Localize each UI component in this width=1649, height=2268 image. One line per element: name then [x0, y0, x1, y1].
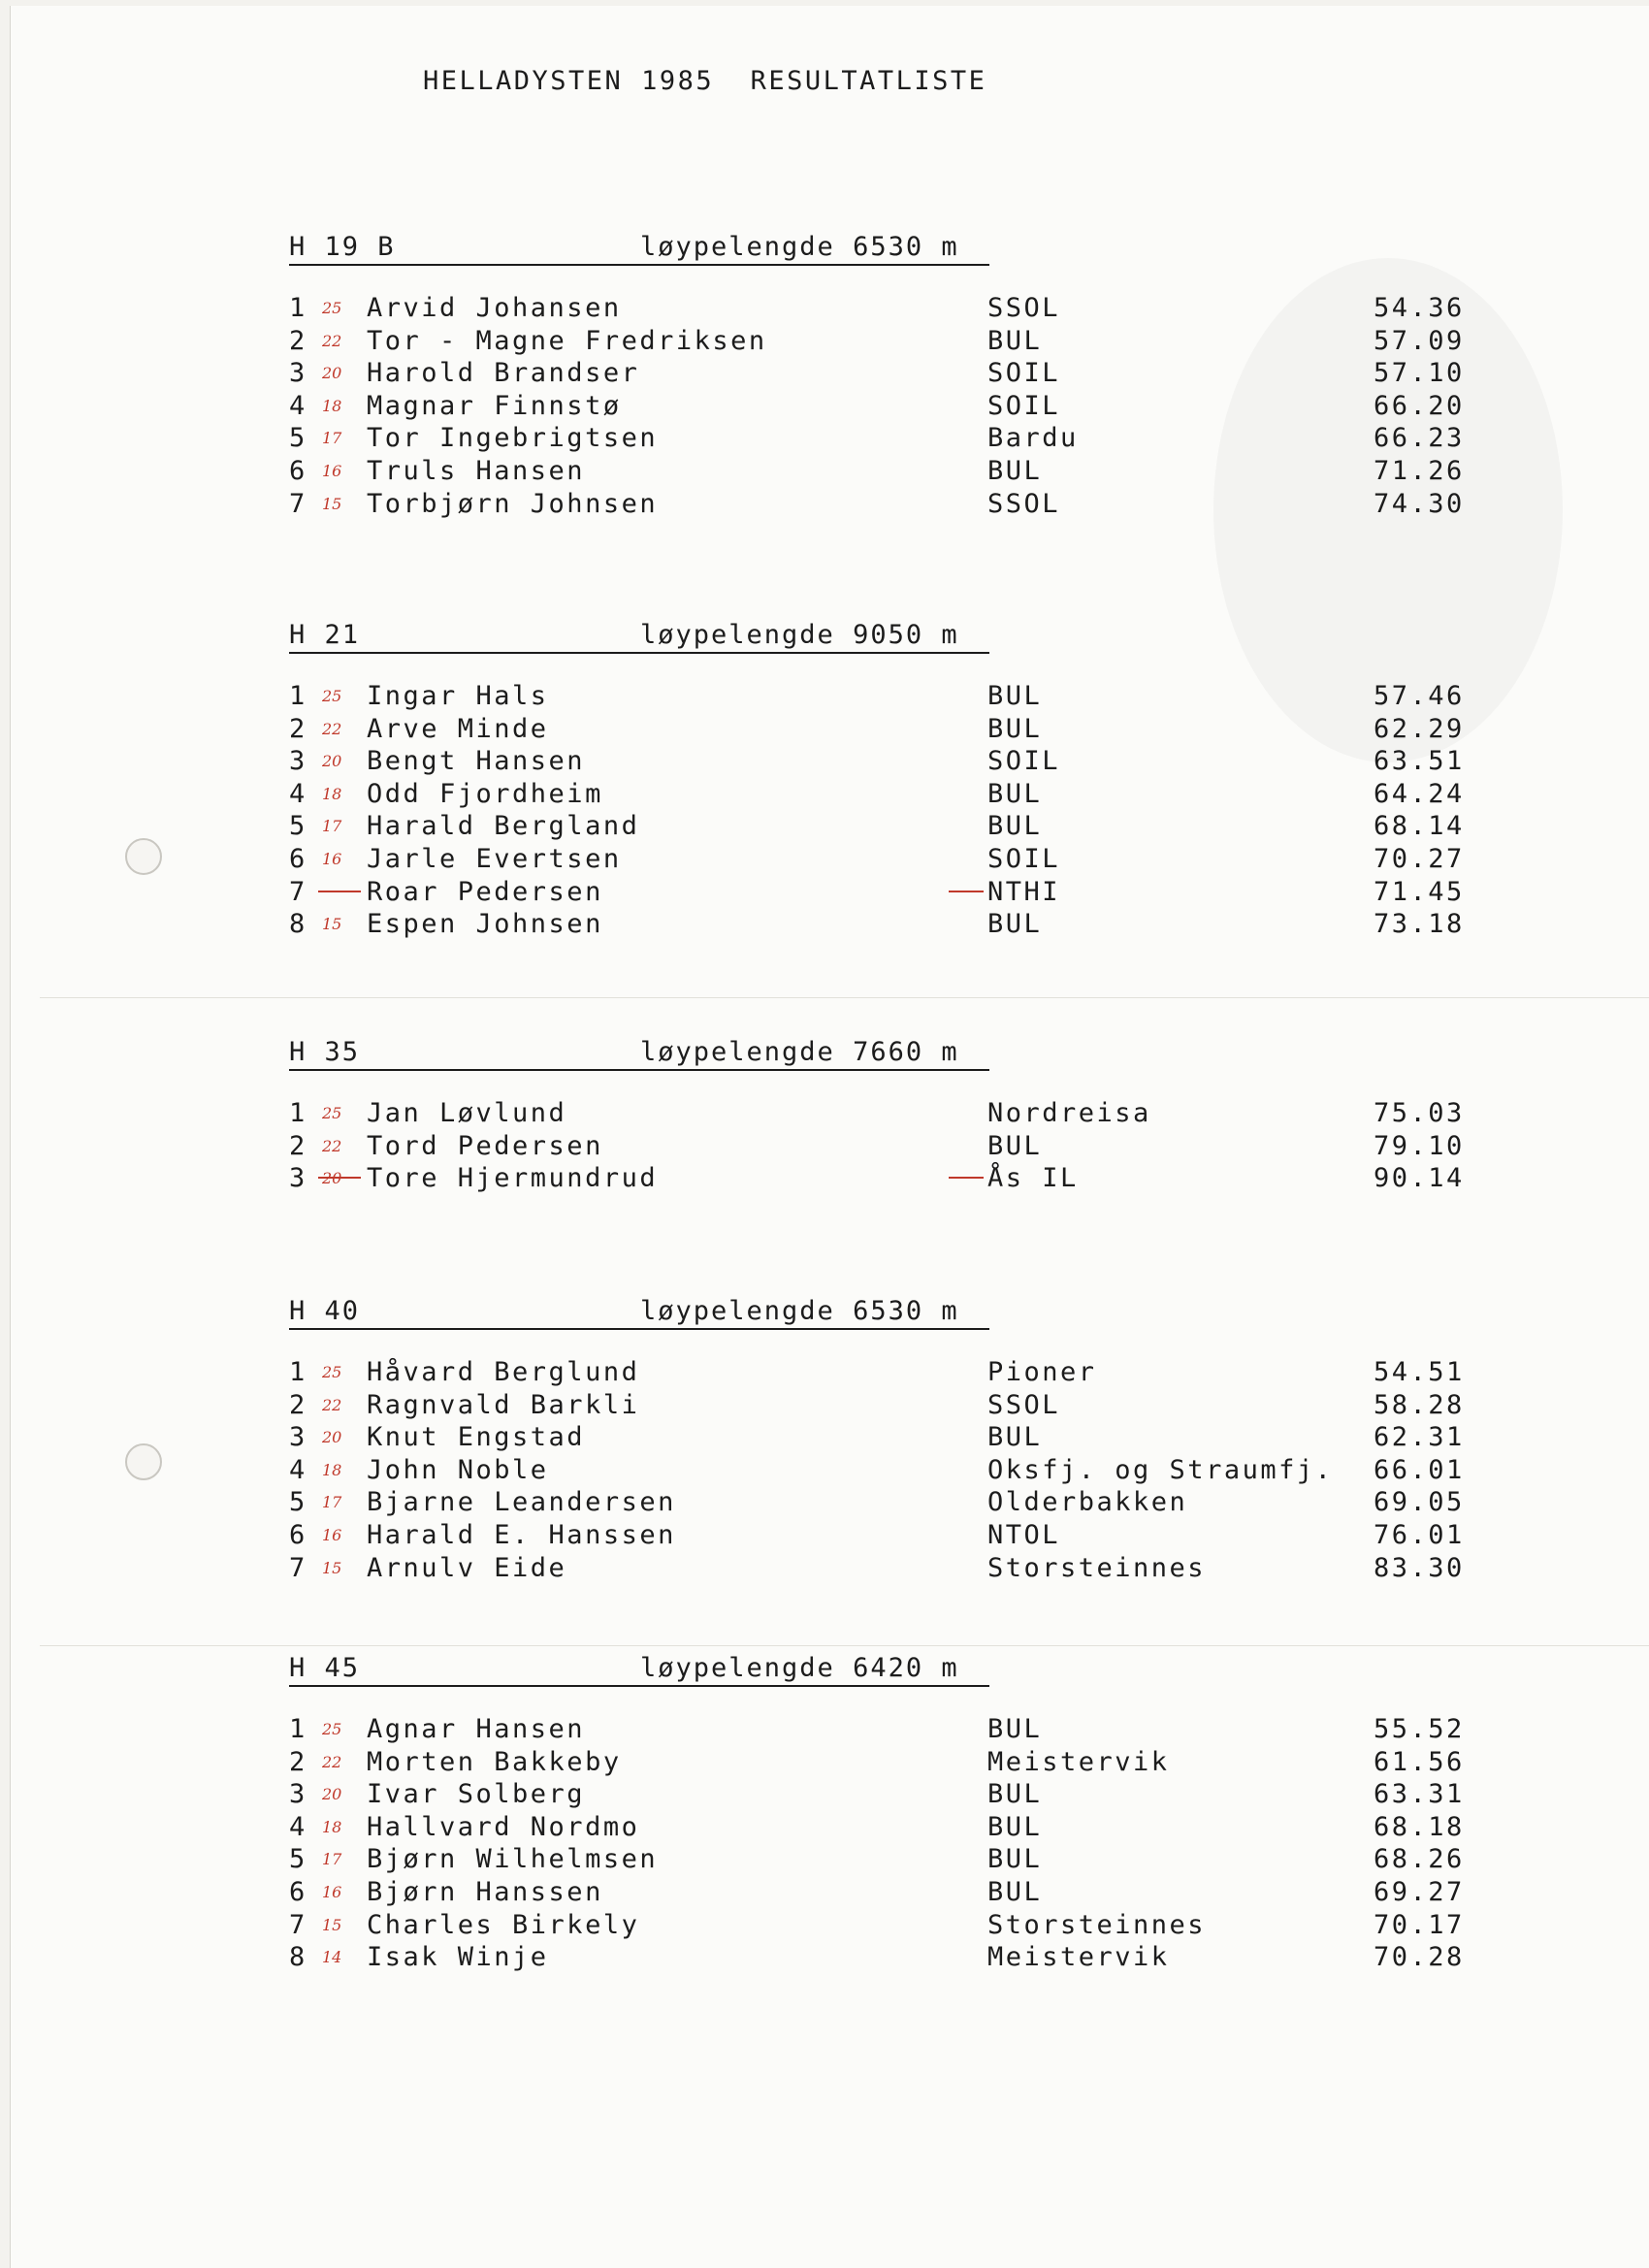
result-row: [289, 1163, 1492, 1196]
athlete-name: Ingar Hals: [367, 681, 549, 711]
handwritten-points: 25: [322, 1363, 342, 1381]
athlete-name: Bengt Hansen: [367, 746, 586, 777]
result-row: [289, 746, 1492, 779]
finish-time: 66.01: [1374, 1454, 1465, 1485]
result-row: [289, 1910, 1492, 1943]
club-name: BUL: [987, 1844, 1043, 1875]
athlete-name: Harald Bergland: [367, 811, 640, 842]
club-name: BUL: [987, 1422, 1043, 1453]
athlete-name: Harald E. Hanssen: [367, 1519, 676, 1550]
results-table: [289, 1714, 1492, 1975]
club-name: SOIL: [987, 358, 1061, 389]
club-name: BUL: [987, 713, 1043, 744]
handwritten-points: 15: [322, 1558, 342, 1577]
finish-time: 70.27: [1374, 843, 1465, 874]
finish-time: 68.14: [1374, 811, 1465, 842]
place-number: 5: [289, 811, 307, 842]
results-table: [289, 681, 1492, 942]
place-number: 3: [289, 1422, 307, 1453]
place-number: 7: [289, 488, 307, 519]
place-number: 2: [289, 1130, 307, 1161]
handwritten-points: 20: [322, 1785, 342, 1804]
finish-time: 75.03: [1374, 1098, 1465, 1128]
red-strike-mark: [949, 891, 984, 892]
finish-time: 55.52: [1374, 1714, 1465, 1744]
club-name: BUL: [987, 1714, 1043, 1744]
club-name: NTHI: [987, 876, 1061, 907]
place-number: 4: [289, 778, 307, 809]
result-row: [289, 1812, 1492, 1845]
athlete-name: Tor - Magne Fredriksen: [367, 325, 767, 356]
finish-time: 69.05: [1374, 1487, 1465, 1518]
result-section: [289, 231, 1492, 521]
place-number: 6: [289, 1519, 307, 1550]
club-name: SSOL: [987, 293, 1061, 323]
results-table: [289, 1098, 1492, 1196]
place-number: 1: [289, 1714, 307, 1744]
finish-time: 57.09: [1374, 325, 1465, 356]
result-row: [289, 1779, 1492, 1812]
handwritten-points: 25: [322, 687, 342, 705]
place-number: 2: [289, 1389, 307, 1420]
handwritten-points: 18: [322, 784, 342, 803]
place-number: 6: [289, 455, 307, 486]
handwritten-points: 22: [322, 719, 342, 738]
result-row: [289, 1422, 1492, 1455]
result-row: [289, 1844, 1492, 1877]
result-row: [289, 1390, 1492, 1423]
result-row: [289, 1877, 1492, 1910]
finish-time: 64.24: [1374, 778, 1465, 809]
place-number: 5: [289, 1487, 307, 1518]
club-name: Ås IL: [987, 1163, 1079, 1194]
handwritten-points: 17: [322, 1493, 342, 1512]
athlete-name: Jarle Evertsen: [367, 843, 622, 874]
finish-time: 68.18: [1374, 1811, 1465, 1842]
place-number: 7: [289, 876, 307, 907]
result-row: [289, 456, 1492, 489]
place-number: 3: [289, 358, 307, 389]
club-name: BUL: [987, 455, 1043, 486]
section-header: [289, 231, 989, 266]
handwritten-points: 15: [322, 494, 342, 513]
result-row: [289, 358, 1492, 391]
punch-hole: [125, 838, 162, 875]
course-length: løypelengde 9050 m: [640, 620, 959, 650]
club-name: BUL: [987, 1779, 1043, 1810]
handwritten-points: 16: [322, 461, 342, 480]
handwritten-points: 16: [322, 849, 342, 868]
course-length: løypelengde 6530 m: [640, 232, 959, 262]
place-number: 1: [289, 681, 307, 711]
finish-time: 54.51: [1374, 1357, 1465, 1387]
handwritten-points: 22: [322, 331, 342, 350]
athlete-name: Roar Pedersen: [367, 876, 603, 907]
place-number: 6: [289, 843, 307, 874]
athlete-name: John Noble: [367, 1454, 549, 1485]
finish-time: 69.27: [1374, 1876, 1465, 1907]
athlete-name: Knut Engstad: [367, 1422, 586, 1453]
club-name: Storsteinnes: [987, 1909, 1207, 1940]
place-number: 7: [289, 1552, 307, 1583]
handwritten-points: 14: [322, 1948, 342, 1967]
handwritten-points: 25: [322, 1104, 342, 1122]
club-name: Bardu: [987, 423, 1079, 454]
result-row: [289, 1520, 1492, 1553]
course-length: løypelengde 7660 m: [640, 1037, 959, 1067]
place-number: 3: [289, 746, 307, 777]
class-label: H 35: [289, 1037, 361, 1067]
club-name: Meistervik: [987, 1942, 1170, 1973]
club-name: Oksfj. og Straumfj.: [987, 1454, 1334, 1485]
place-number: 1: [289, 1098, 307, 1128]
athlete-name: Harold Brandser: [367, 358, 640, 389]
result-row: [289, 423, 1492, 456]
result-row: [289, 877, 1492, 910]
place-number: 1: [289, 1357, 307, 1387]
finish-time: 57.46: [1374, 681, 1465, 711]
handwritten-points: 25: [322, 1720, 342, 1738]
athlete-name: Jan Løvlund: [367, 1098, 567, 1128]
athlete-name: Bjarne Leandersen: [367, 1487, 676, 1518]
finish-time: 63.51: [1374, 746, 1465, 777]
club-name: BUL: [987, 909, 1043, 940]
handwritten-points: 18: [322, 396, 342, 415]
finish-time: 57.10: [1374, 358, 1465, 389]
athlete-name: Tord Pedersen: [367, 1130, 603, 1161]
finish-time: 70.17: [1374, 1909, 1465, 1940]
result-row: [289, 489, 1492, 522]
athlete-name: Charles Birkely: [367, 1909, 640, 1940]
result-section: [289, 1652, 1492, 1975]
athlete-name: Arve Minde: [367, 713, 549, 744]
results-table: [289, 1357, 1492, 1585]
handwritten-points: 17: [322, 1850, 342, 1869]
place-number: 4: [289, 1811, 307, 1842]
place-number: 2: [289, 1746, 307, 1777]
place-number: 7: [289, 1909, 307, 1940]
result-row: [289, 1487, 1492, 1520]
athlete-name: Arnulv Eide: [367, 1552, 567, 1583]
result-row: [289, 293, 1492, 326]
finish-time: 76.01: [1374, 1519, 1465, 1550]
handwritten-points: 20: [322, 752, 342, 771]
finish-time: 71.45: [1374, 876, 1465, 907]
place-number: 5: [289, 423, 307, 454]
fold-line: [40, 1645, 1649, 1646]
finish-time: 83.30: [1374, 1552, 1465, 1583]
athlete-name: Magnar Finnstø: [367, 390, 622, 421]
results-table: [289, 293, 1492, 521]
result-row: [289, 1357, 1492, 1390]
place-number: 6: [289, 1876, 307, 1907]
athlete-name: Hallvard Nordmo: [367, 1811, 640, 1842]
result-row: [289, 326, 1492, 359]
place-number: 1: [289, 293, 307, 323]
handwritten-points: 22: [322, 1136, 342, 1155]
handwritten-points: 25: [322, 299, 342, 317]
result-row: [289, 1131, 1492, 1164]
finish-time: 74.30: [1374, 488, 1465, 519]
fold-line: [40, 997, 1649, 998]
place-number: 2: [289, 325, 307, 356]
club-name: NTOL: [987, 1519, 1061, 1550]
club-name: SSOL: [987, 488, 1061, 519]
athlete-name: Bjørn Hanssen: [367, 1876, 603, 1907]
finish-time: 54.36: [1374, 293, 1465, 323]
result-row: [289, 909, 1492, 942]
section-header: [289, 619, 989, 654]
place-number: 4: [289, 1454, 307, 1485]
finish-time: 70.28: [1374, 1942, 1465, 1973]
result-row: [289, 1098, 1492, 1131]
finish-time: 62.29: [1374, 713, 1465, 744]
result-row: [289, 1455, 1492, 1488]
club-name: BUL: [987, 325, 1043, 356]
athlete-name: Bjørn Wilhelmsen: [367, 1844, 659, 1875]
athlete-name: Morten Bakkeby: [367, 1746, 622, 1777]
result-row: [289, 1942, 1492, 1975]
handwritten-points: 17: [322, 817, 342, 836]
club-name: SOIL: [987, 843, 1061, 874]
finish-time: 90.14: [1374, 1163, 1465, 1194]
red-strike-mark: [949, 1177, 984, 1179]
finish-time: 71.26: [1374, 455, 1465, 486]
athlete-name: Isak Winje: [367, 1942, 549, 1973]
club-name: Storsteinnes: [987, 1552, 1207, 1583]
club-name: BUL: [987, 681, 1043, 711]
red-strike-mark: [318, 891, 361, 892]
place-number: 3: [289, 1163, 307, 1194]
club-name: BUL: [987, 1130, 1043, 1161]
club-name: BUL: [987, 778, 1043, 809]
result-row: [289, 391, 1492, 424]
class-label: H 40: [289, 1296, 361, 1326]
result-row: [289, 1747, 1492, 1780]
handwritten-points: 15: [322, 915, 342, 934]
result-section: [289, 619, 1492, 942]
document-title: HELLADYSTEN 1985 RESULTATLISTE: [423, 66, 987, 96]
result-row: [289, 714, 1492, 747]
class-label: H 19 B: [289, 232, 396, 262]
course-length: løypelengde 6420 m: [640, 1653, 959, 1683]
course-length: løypelengde 6530 m: [640, 1296, 959, 1326]
section-header: [289, 1295, 989, 1330]
handwritten-points: 15: [322, 1915, 342, 1934]
result-section: [289, 1036, 1492, 1196]
handwritten-points: 18: [322, 1460, 342, 1479]
athlete-name: Tore Hjermundrud: [367, 1163, 659, 1194]
club-name: BUL: [987, 1811, 1043, 1842]
club-name: BUL: [987, 811, 1043, 842]
place-number: 8: [289, 909, 307, 940]
athlete-name: Torbjørn Johnsen: [367, 488, 659, 519]
handwritten-points: 17: [322, 429, 342, 448]
club-name: BUL: [987, 1876, 1043, 1907]
club-name: SSOL: [987, 1389, 1061, 1420]
finish-time: 68.26: [1374, 1844, 1465, 1875]
athlete-name: Odd Fjordheim: [367, 778, 603, 809]
athlete-name: Ragnvald Barkli: [367, 1389, 640, 1420]
section-header: [289, 1036, 989, 1071]
result-row: [289, 681, 1492, 714]
handwritten-points: 22: [322, 1752, 342, 1771]
result-row: [289, 779, 1492, 812]
club-name: SOIL: [987, 390, 1061, 421]
result-row: [289, 844, 1492, 877]
athlete-name: Ivar Solberg: [367, 1779, 586, 1810]
athlete-name: Tor Ingebrigtsen: [367, 423, 659, 454]
class-label: H 21: [289, 620, 361, 650]
handwritten-points: 20: [322, 1428, 342, 1447]
handwritten-points: 20: [322, 364, 342, 383]
handwritten-points: 16: [322, 1525, 342, 1544]
athlete-name: Arvid Johansen: [367, 293, 622, 323]
athlete-name: Truls Hansen: [367, 455, 586, 486]
section-header: [289, 1652, 989, 1687]
result-row: [289, 811, 1492, 844]
finish-time: 58.28: [1374, 1389, 1465, 1420]
place-number: 8: [289, 1942, 307, 1973]
club-name: SOIL: [987, 746, 1061, 777]
place-number: 2: [289, 713, 307, 744]
result-row: [289, 1553, 1492, 1586]
club-name: Olderbakken: [987, 1487, 1188, 1518]
handwritten-points: 16: [322, 1882, 342, 1901]
class-label: H 45: [289, 1653, 361, 1683]
club-name: Pioner: [987, 1357, 1097, 1387]
handwritten-points: 22: [322, 1395, 342, 1414]
athlete-name: Agnar Hansen: [367, 1714, 586, 1744]
result-row: [289, 1714, 1492, 1747]
finish-time: 73.18: [1374, 909, 1465, 940]
red-strike-mark: [318, 1177, 361, 1179]
athlete-name: Håvard Berglund: [367, 1357, 640, 1387]
finish-time: 62.31: [1374, 1422, 1465, 1453]
finish-time: 66.23: [1374, 423, 1465, 454]
place-number: 4: [289, 390, 307, 421]
club-name: Meistervik: [987, 1746, 1170, 1777]
finish-time: 79.10: [1374, 1130, 1465, 1161]
athlete-name: Espen Johnsen: [367, 909, 603, 940]
finish-time: 66.20: [1374, 390, 1465, 421]
punch-hole: [125, 1443, 162, 1480]
result-section: [289, 1295, 1492, 1585]
handwritten-points: 18: [322, 1817, 342, 1836]
place-number: 3: [289, 1779, 307, 1810]
place-number: 5: [289, 1844, 307, 1875]
finish-time: 61.56: [1374, 1746, 1465, 1777]
finish-time: 63.31: [1374, 1779, 1465, 1810]
club-name: Nordreisa: [987, 1098, 1151, 1128]
